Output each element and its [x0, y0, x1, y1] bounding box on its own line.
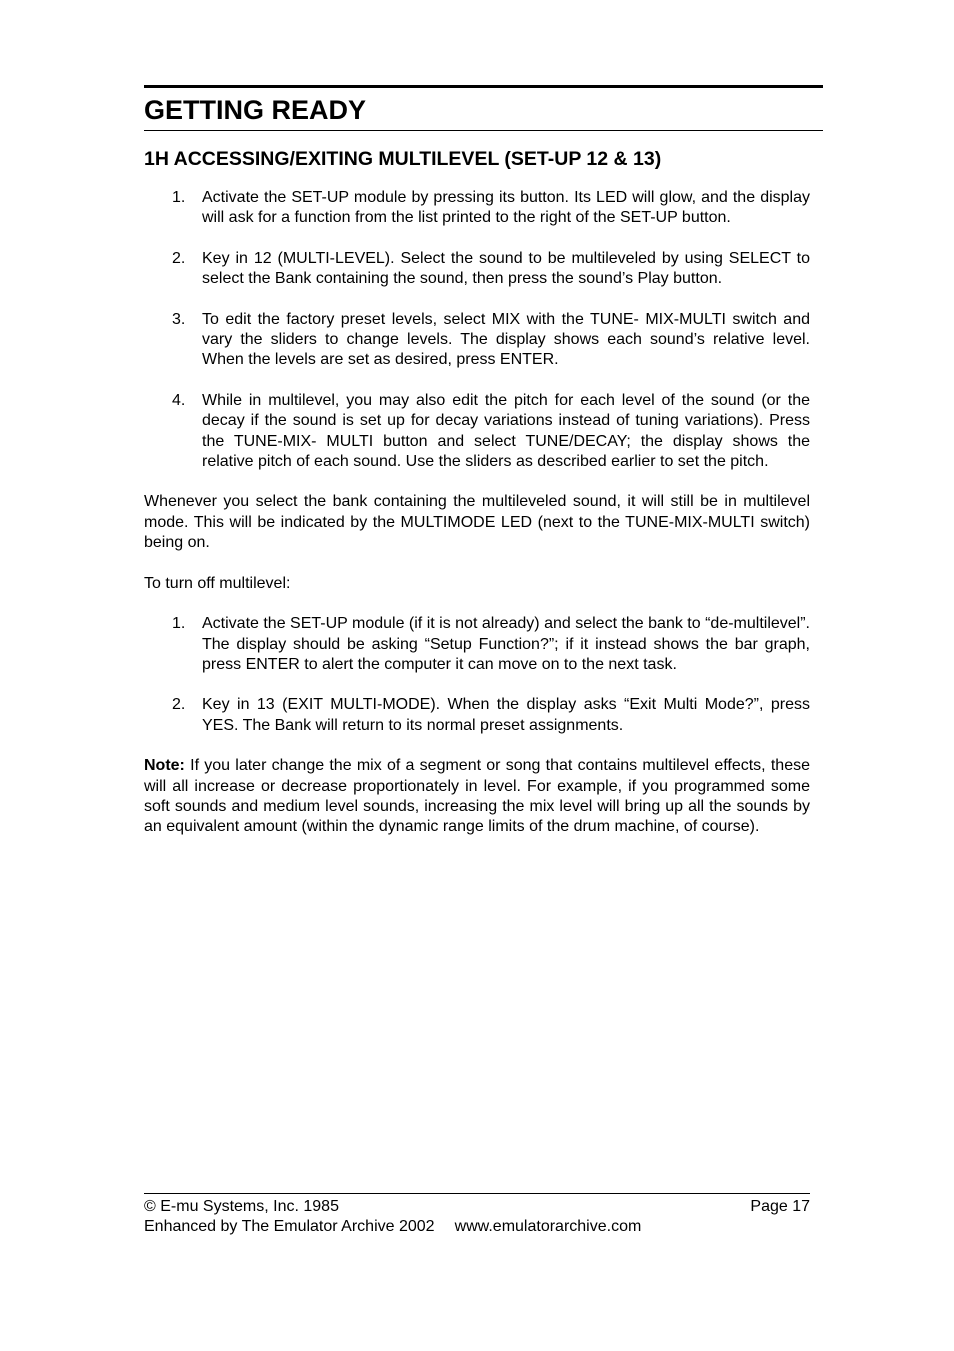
list-item-number: 1.: [172, 615, 186, 633]
footer-row: [144, 1197, 810, 1217]
page-title: GETTING READY: [144, 95, 367, 125]
list-item: [144, 614, 810, 675]
list-item-text: Activate the SET-UP module (if it is not already) and select the bank to “de-multilevel”. The display should be asking “Setup Function?”; if it instead shows the bar graph, press ENTER to alert the computer it can move on to the next task.: [202, 615, 810, 673]
section-title: 1H ACCESSING/EXITING MULTILEVEL (SET-UP 12 & 13): [144, 148, 662, 170]
list-item-number: 2.: [172, 249, 186, 267]
list-item-text: While in multilevel, you may also edit the pitch for each level of the sound (or the decay if the sound is set up for decay variations instead of tuning variations). Press the TUNE-MIX- MULTI button and select TUNE/DECAY; the display shows the relative pitch of each sound. Use the sliders as described earlier to set the pitch.: [202, 391, 810, 470]
list-item-number: 4.: [172, 391, 186, 409]
note-label: Note:: [144, 757, 185, 775]
list-item: [144, 188, 810, 229]
body-content: [144, 188, 810, 838]
list-item-text: Key in 13 (EXIT MULTI-MODE). When the display asks “Exit Multi Mode?”, press YES. The Bank will return to its normal preset assignments.: [202, 696, 810, 734]
header-top-rule: [144, 85, 823, 88]
steps-enable-list: [144, 188, 810, 472]
list-item-number: 1.: [172, 189, 186, 206]
note-text: If you later change the mix of a segment or song that contains multilevel effects, these will all increase or decrease proportionately in level. For example, if you programmed some soft sounds and medium level sounds, increasing the mix level will bring up all the sounds by an equivalent amount (within the dynamic range limits of the drum machine, of course).: [144, 757, 810, 836]
list-item: [144, 249, 810, 290]
document-page: [144, 85, 823, 858]
footer-url: www.emulatorarchive.com: [454, 1218, 642, 1236]
list-item-number: 2.: [172, 696, 186, 714]
header-bottom-rule: [144, 130, 823, 131]
page-footer: [144, 1193, 810, 1238]
list-item-text: To edit the factory preset levels, select MIX with the TUNE- MIX-MULTI switch and vary the sliders to change levels. The display shows each sound’s relative level. When the levels are set as desired, press ENTER.: [202, 310, 810, 369]
list-item: [144, 310, 810, 371]
paragraph-turn-off: To turn off multilevel:: [144, 574, 291, 592]
note-paragraph: [144, 756, 810, 837]
footer-enhanced: Enhanced by The Emulator Archive 2002: [144, 1218, 435, 1236]
footer-copyright: © E-mu Systems, Inc. 1985: [144, 1198, 339, 1215]
list-item-text: Activate the SET-UP module by pressing its button. Its LED will glow, and the display will ask for a function from the list printed to the right of the SET-UP button.: [202, 189, 810, 227]
footer-page-number: Page 17: [750, 1198, 810, 1215]
list-item-number: 3.: [172, 310, 186, 328]
list-item: [144, 391, 810, 472]
paragraph-multilevel-mode: Whenever you select the bank containing the multileveled sound, it will still be in multilevel mode. This will be indicated by the MULTIMODE LED (next to the TUNE-MIX-MULTI switch) being on.: [144, 493, 810, 552]
footer-row: [144, 1217, 810, 1237]
steps-disable-list: [144, 614, 810, 736]
list-item: [144, 695, 810, 736]
list-item-text: Key in 12 (MULTI-LEVEL). Select the sound to be multileveled by using SELECT to select the Bank containing the sound, then press the sound’s Play button.: [202, 249, 810, 288]
